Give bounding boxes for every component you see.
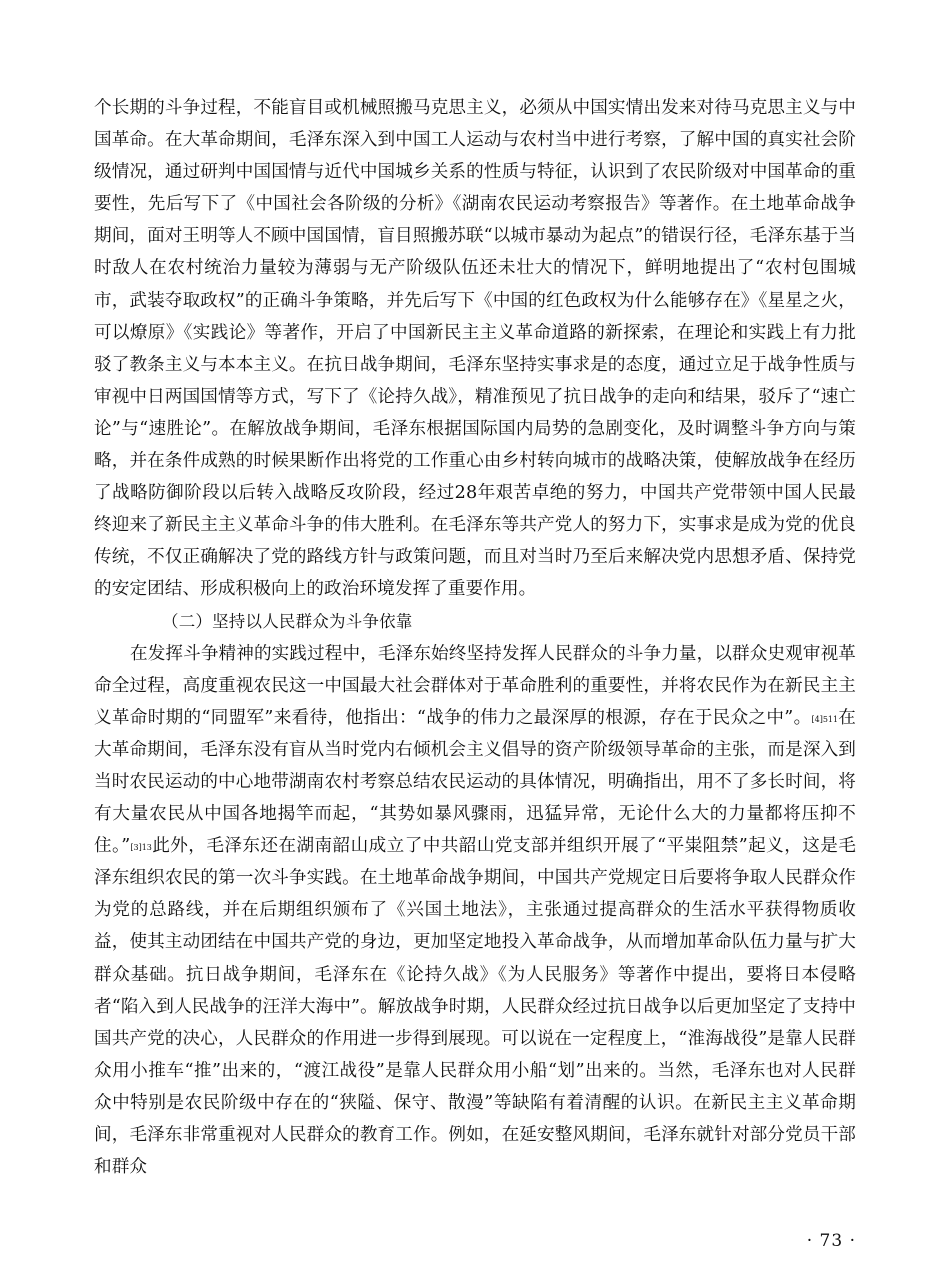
citation-marker-1: [4]511: [811, 714, 839, 724]
page-body: [94, 92, 856, 1183]
paragraph-2-text-a: 在发挥斗争精神的实践过程中，毛泽东始终坚持发挥人民群众的斗争力量，以群众史观审视革命全过程，高度重视农民这一中国最大社会群体对于革命胜利的重要性，并将农民作为在新民主主义革命时期的“同盟军”来看待，他指出：“战争的伟力之最深厚的根源，存在于民众之中”。: [94, 643, 856, 728]
section-subheading: （二）坚持以人民群众为斗争依靠: [162, 611, 413, 631]
page-number: · 73 ·: [806, 1231, 856, 1251]
body-paragraph-1: 个长期的斗争过程，不能盲目或机械照搬马克思主义，必须从中国实情出发来对待马克思主义与中国革命。在大革命期间，毛泽东深入到中国工人运动与农村当中进行考察，了解中国的真实社会阶级情况，通过研判中国国情与近代中国城乡关系的性质与特征，认识到了农民阶级对中国革命的重要性，先后写下了《中国社会各阶级的分析》《湖南农民运动考察报告》等著作。在土地革命战争期间，面对王明等人不顾中国国情，盲目照搬苏联“以城市暴动为起点”的错误行径，毛泽东基于当时敌人在农村统治力量较为薄弱与无产阶级队伍还未壮大的情况下，鲜明地提出了“农村包围城市，武装夺取政权”的正确斗争策略，并先后写下《中国的红色政权为什么能够存在》《星星之火，可以燎原》《实践论》等著作，开启了中国新民主主义革命道路的新探索，在理论和实践上有力批驳了教条主义与本本主义。在抗日战争期间，毛泽东坚持实事求是的态度，通过立足于战争性质与审视中日两国国情等方式，写下了《论持久战》，精准预见了抗日战争的走向和结果，驳斥了“速亡论”与“速胜论”。在解放战争期间，毛泽东根据国际国内局势的急剧变化，及时调整斗争方向与策略，并在条件成熟的时候果断作出将党的工作重心由乡村转向城市的战略决策，使解放战争在经历了战略防御阶段以后转入战略反攻阶段，经过28年艰苦卓绝的努力，中国共产党带领中国人民最终迎来了新民主主义革命斗争的伟大胜利。在毛泽东等共产党人的努力下，实事求是成为党的优良传统，不仅正确解决了党的路线方针与政策问题，而且对当时乃至后来解决党内思想矛盾、保持党的安定团结、形成积极向上的政治环境发挥了重要作用。: [94, 98, 856, 600]
paragraph-2-text-c: 此外，毛泽东还在湖南韶山成立了中共韶山党支部并组织开展了“平粜阻禁”起义，这是毛泽东组织农民的第一次斗争实践。在土地革命战争期间，中国共产党规定日后要将争取人民群众作为党的总路线，并在后期组织颁布了《兴国土地法》，主张通过提高群众的生活水平获得物质收益，使其主动团结在中国共产党的身边，更加坚定地投入革命战争，从而增加革命队伍力量与扩大群众基础。抗日战争期间，毛泽东在《论持久战》《为人民服务》等著作中提出，要将日本侵略者“陷入到人民战争的汪洋大海中”。解放战争时期，人民群众经过抗日战争以后更加坚定了支持中国共产党的决心，人民群众的作用进一步得到展现。可以说在一定程度上，“淮海战役”是靠人民群众用小推车“推”出来的，“渡江战役”是靠人民群众用小船“划”出来的。当然，毛泽东也对人民群众中特别是农民阶级中存在的“狭隘、保守、散漫”等缺陷有着清醒的认识。在新民主主义革命期间，毛泽东非常重视对人民群众的教育工作。例如，在延安整风期间，毛泽东就针对部分党员干部和群众: [94, 836, 857, 1178]
paragraph-2-text-b: 在大革命期间，毛泽东没有盲从当时党内右倾机会主义倡导的资产阶级领导革命的主张，而是深入到当时农民运动的中心地带湖南农村考察总结农民运动的具体情况，明确指出，用不了多长时间，将有大量农民从中国各地揭竿而起，“其势如暴风骤雨，迅猛异常，无论什么大的力量都将压抑不住。”: [94, 707, 856, 857]
citation-marker-2: [3]13: [130, 843, 152, 853]
body-paragraph-2: [94, 638, 856, 1184]
